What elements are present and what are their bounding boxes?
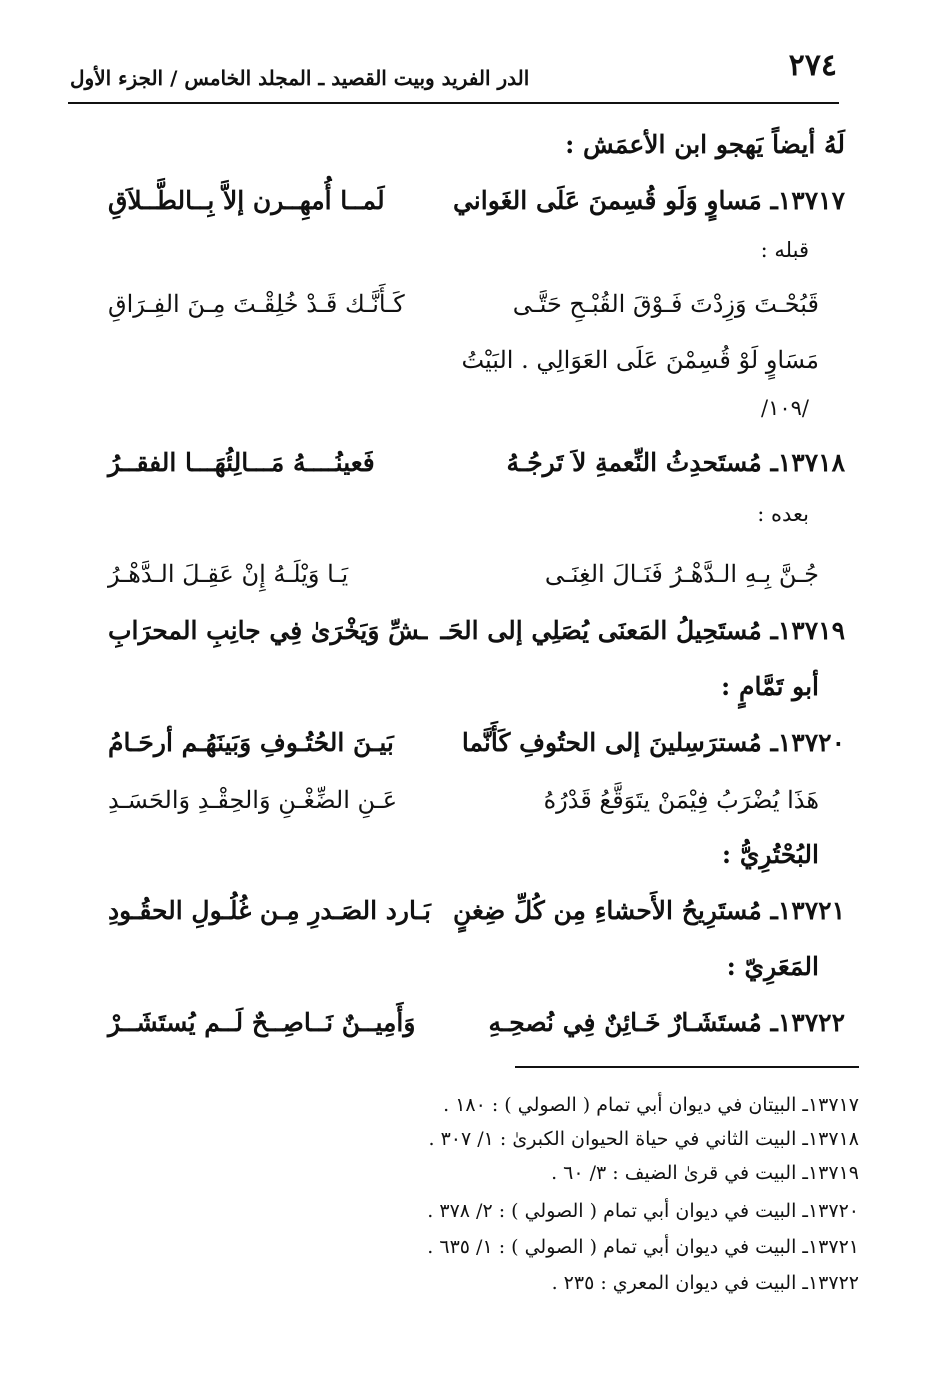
page-header [70, 48, 837, 98]
footnote-rule [515, 1066, 859, 1068]
verse-13721-second-half: بَـارد الصَـدرِ مِـن غُلُـولِ الحقُـودِ [108, 896, 431, 925]
quote-1-second-half: كَـأَنَّـك قَـدْ خُلِقْـتَ مِـنَ الفِـرَاقِ [108, 290, 405, 318]
verse-13718-first-half: ١٣٧١٨ـ مُستَحدِثُ النِّعمةِ لاَ تَرجُـهُ [506, 448, 845, 477]
verse-13722-second-half: وَأَمِيــنٌ نَــاصِــحٌ لَــم يُستَشَــرْ [108, 1008, 416, 1037]
header-rule [68, 102, 839, 104]
verse-13722-first-half: ١٣٧٢٢ـ مُستَشَـارٌ خَـائِنٌ فِي نُصحِـهِ [488, 1008, 845, 1037]
quote-3: /١٠٩/ [761, 396, 809, 420]
footnote: ١٣٧١٧ـ البيتان في ديوان أبي تمام ( الصولي ) : ١٨٠ . [443, 1094, 859, 1116]
verse-13720-first-half: ١٣٧٢٠ـ مُسترَسِلينَ إلى الحتُوفِ كَأَنَّما [461, 728, 845, 757]
footnote: ١٣٧٢١ـ البيت في ديوان أبي تمام ( الصولي ) : ١/ ٦٣٥ . [427, 1236, 859, 1258]
verse-13719-first-half: ١٣٧١٩ـ مُستَحِيلُ المَعنَى يُصَلِي إلى الحَـ [440, 616, 845, 645]
verse-13719-second-half: ـشِّ وَيَخْرَىٰ فِي جانِبِ المحرَابِ [108, 616, 428, 645]
quote-4-second-half: يَـا وَيْلَـهُ إِنْ عَقِـلَ الـدَّهْـرُ [108, 560, 349, 588]
quote-2: مَسَاوٍ لَوْ قُسِمْنَ عَلَى العَوَالِي . البَيْتُ [461, 346, 819, 374]
quote-5-first-half: هَذَا يُضْرَبُ فِيْمَنْ يتَوَقَّعُ قَدْرُهُ [543, 786, 819, 814]
poet-label-abu-tammam: أبو تَمَّامٍ : [721, 672, 819, 701]
footnote: ١٣٧١٩ـ البيت في قرىٰ الضيف : ٣/ ٦٠ . [551, 1162, 859, 1184]
page-number: ٢٧٤ [788, 48, 837, 83]
verse-13717-second-half: لَمــا أُمهِــرن إلاَّ بِــالطَّــلاَقِ [108, 186, 385, 215]
poet-label-buhturi: البُحْتُرِيُّ : [721, 840, 819, 869]
quote-4-first-half: جُـنَّ بِـهِ الـدَّهْـرُ فَنَـالَ الغِنَـى [544, 560, 819, 588]
footnote: ١٣٧٢٢ـ البيت في ديوان المعري : ٢٣٥ . [551, 1272, 859, 1294]
verse-13721-first-half: ١٣٧٢١ـ مُستَرِيحُ الأَحشاءِ مِن كُلِّ ضِغنٍ [452, 896, 845, 925]
poet-label-maarri: المَعَرِيّ : [726, 952, 819, 981]
verse-13720-second-half: بَيـنَ الحُتُـوفِ وَبَينَهُـم أرحَـامُ [108, 728, 394, 757]
quote-1-first-half: قَبُحْـتَ وَزِدْتَ فَـوْقَ القُبْـحِ حَتَّـى [512, 290, 819, 318]
footnote: ١٣٧٢٠ـ البيت في ديوان أبي تمام ( الصولي ) : ٢/ ٣٧٨ . [427, 1200, 859, 1222]
running-title: الدر الفريد وبيت القصيد ـ المجلد الخامس / الجزء الأول [70, 66, 530, 90]
verse-13718-second-half: فَعينُــــهُ مَـــالِئُهَـــا الفقــرُ [108, 448, 375, 477]
before-label: قبله : [760, 238, 809, 262]
after-label: بعده : [757, 502, 809, 526]
verse-13717-first-half: ١٣٧١٧ـ مَساوٍ وَلَو قُسِمنَ عَلَى الغَواني [452, 186, 845, 215]
intro-line: لَهُ أيضاً يَهجو ابن الأعمَش : [565, 130, 845, 159]
footnote: ١٣٧١٨ـ البيت الثاني في حياة الحيوان الكبرىٰ : ١/ ٣٠٧ . [428, 1128, 859, 1150]
quote-5-second-half: عَـنِ الضِّغْـنِ وَالحِقْـدِ وَالحَسَـدِ [108, 786, 398, 814]
